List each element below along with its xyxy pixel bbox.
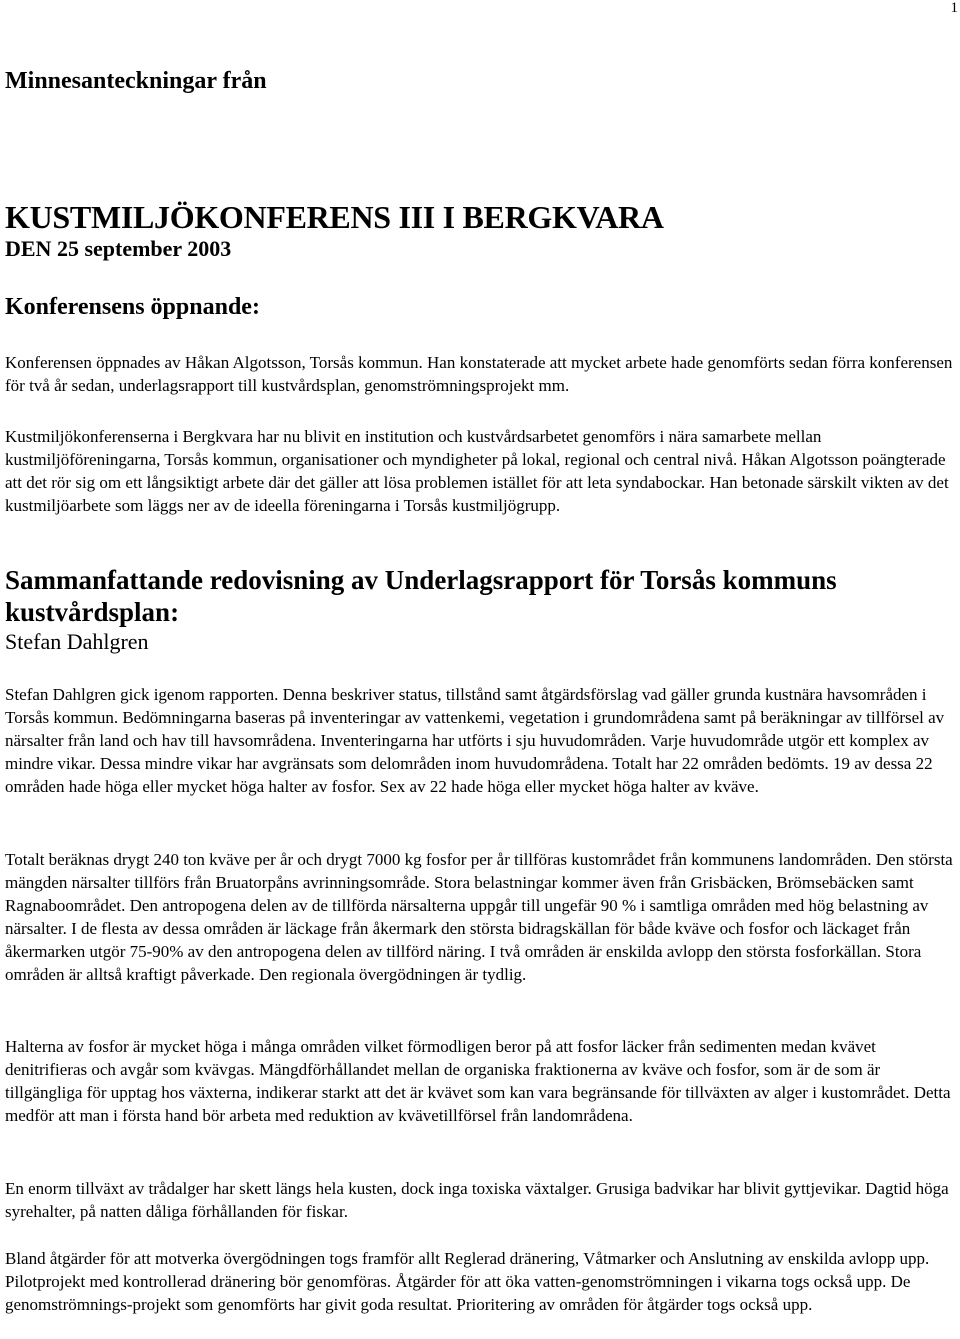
opening-paragraph: Konferensen öppnades av Håkan Algotsson, Torsås kommun. Han konstaterade att mycket arbete hade genomförts sedan förra konferensen för två år sedan, underlagsrapport till kustvårdsplan, genomströmningsprojekt mm. [5, 353, 953, 395]
conference-title: KUSTMILJÖKONFERENS III I BERGKVARA [5, 199, 664, 235]
document-intro: Minnesanteckningar från [5, 68, 267, 94]
summary-heading: Sammanfattande redovisning av Underlagsrapport för Torsås kommuns kustvårdsplan: [5, 565, 837, 627]
summary-paragraph: Halterna av fosfor är mycket höga i många områden vilket förmodligen beror på att fosfor läcker från sedimenten medan kvävet denitrifieras och avgår som kvävgas. Mängdförhållandet mellan de organiska fraktionerna av kväve och fosfor, som är de som är tillgängliga för upptag hos växterna, indikerar starkt att det är kvävet som kan vara begränsande för tillväxten av alger i kustområdet. Detta medför att man i första hand bör arbeta med reduktion av kvävetillförsel från landområdena. [5, 1037, 951, 1125]
summary-paragraph: Stefan Dahlgren gick igenom rapporten. Denna beskriver status, tillstånd samt åtgärdsförslag vad gäller grunda kustnära havsområden i Torsås kommun. Bedömningarna baseras på inventeringar av vattenkemi, vegetation i grundområdena samt på beräkningar av tillförsel av närsalter från land och hav till havsområdena. Inventeringarna har utförts i sju huvudområden. Varje huvudområde utgör ett komplex av mindre vikar. Dessa mindre vikar har avgränsats som delområden inom huvudområdena. Totalt har 22 områden bedömts. 19 av dessa 22 områden hade höga eller mycket höga halter av fosfor. Sex av 22 hade höga eller mycket höga halter av kväve. [5, 685, 945, 796]
conference-date: DEN 25 september 2003 [5, 236, 232, 261]
summary-paragraph: Bland åtgärder för att motverka övergödningen togs framför allt Reglerad dränering, Våtmarker och Anslutning av enskilda avlopp upp. Pilotprojekt med kontrollerad dränering bör genomföras. Åtgärder för att öka vatten-genomströmningen i vikarna togs också upp. De genomströmnings-projekt som genomförts har givit goda resultat. Prioritering av områden för åtgärder togs också upp. [5, 1249, 930, 1314]
opening-heading: Konferensens öppnande: [5, 294, 260, 320]
summary-paragraph: En enorm tillväxt av trådalger har skett längs hela kusten, dock inga toxiska växtalger. Grusiga badvikar har blivit gyttjevikar. Dagtid höga syrehalter, på natten dåliga förhållanden för fiskar. [5, 1179, 949, 1221]
opening-paragraph: Kustmiljökonferenserna i Bergkvara har nu blivit en institution och kustvårdsarbetet genomförs i nära samarbete mellan kustmiljöföreningarna, Torsås kommun, organisationer och myndigheter på lokal, regional och central nivå. Håkan Algotsson poängterade att det rör sig om ett långsiktigt arbete där det gäller att lösa problemen istället för att leta syndabockar. Han betonade särskilt vikten av det kustmiljöarbete som läggs ner av de ideella föreningarna i Torsås kustmiljögrupp. [5, 427, 949, 515]
summary-paragraph: Totalt beräknas drygt 240 ton kväve per år och drygt 7000 kg fosfor per år tillföras kustområdet från kommunens landområden. Den största mängden närsalter tillförs från Bruatorpåns avrinningsområde. Stora belastningar kommer även från Grisbäcken, Brömsebäcken samt Ragnaboområdet. Den antropogena delen av de tillförda närsalterna uppgår till ungefär 90 % i samtliga områden med hög belastning av närsalter. I de flesta av dessa områden är läckage från åkermark den största bidragskällan för både kväve och fosfor och läckaget från åkermarken utgör 75-90% av den antropogena delen av tillförd näring. I två områden är enskilda avlopp den största fosforkällan. Stora områden är alltså kraftigt påverkade. Den regionala övergödningen är tydlig. [5, 850, 953, 984]
presenter-name: Stefan Dahlgren [5, 629, 149, 654]
page-number: 1 [950, 0, 958, 16]
